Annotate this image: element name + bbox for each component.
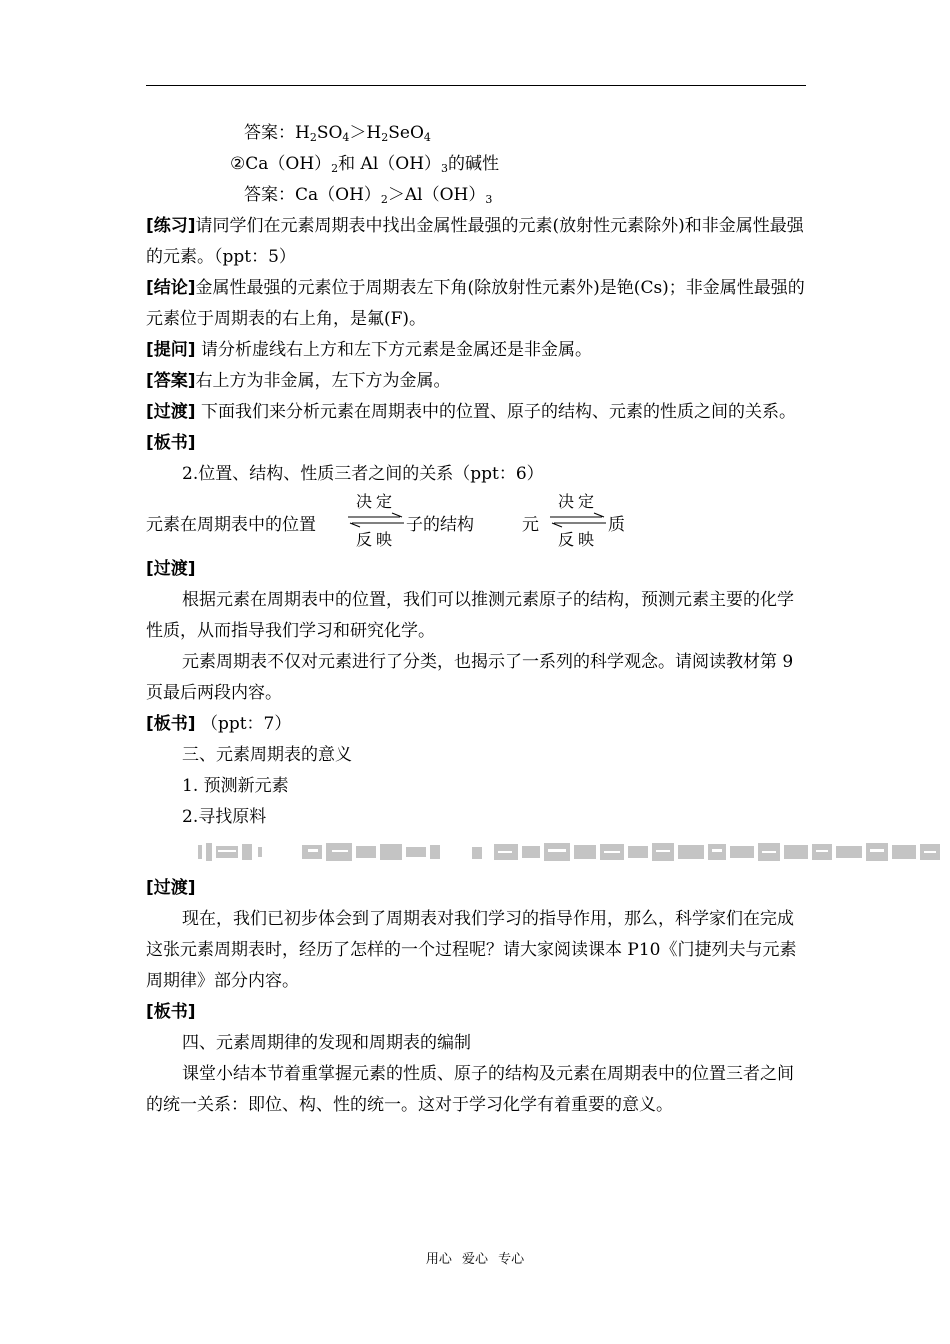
relation-right-tail: 质 <box>608 515 625 535</box>
section-text: 下面我们来分析元素在周期表中的位置、原子的结构、元素的性质之间的关系。 <box>195 402 796 422</box>
transition-2-para-2: 元素周期表不仅对元素进行了分类，也揭示了一系列的科学观念。请阅读教材第 9 页最后两段内容。 <box>146 652 794 703</box>
transition-3-para: 现在，我们已初步体会到了周期表对我们学习的指导作用，那么，科学家们在完成这张元素周期表时，经历了怎样的一个过程呢？请大家阅读课本 P10《门捷列夫与元素周期律》部分内容。 <box>146 909 797 991</box>
relation-arrow-1 <box>346 490 406 554</box>
board-2-line: [板书] （ppt：7） <box>146 714 292 734</box>
board-3-heading: 四、元素周期律的发现和周期表的编制 <box>182 1033 471 1053</box>
section-text: 请同学们在元素周期表中找出金属性最强的元素(放射性元素除外)和非金属性最强的元素。（ppt：5） <box>146 216 804 267</box>
section-answer <box>146 366 808 397</box>
board-2-item-1: 1. 预测新元素 <box>182 776 289 796</box>
board-3-line <box>146 997 808 1028</box>
section-text: 金属性最强的元素位于周期表左下角(除放射性元素外)是铯(Cs)；非金属性最强的元素位于周期表的右上角，是氟(F)。 <box>146 278 805 329</box>
section-text: 请分析虚线右上方和左下方元素是金属还是非金属。 <box>195 340 592 360</box>
answer-line-2: 答案：$Ca(OH)_2>Al(OH)_3$ <box>244 185 493 206</box>
section-question <box>146 335 808 366</box>
relation-heading: 2.位置、结构、性质三者之间的关系（ppt：6） <box>182 464 544 484</box>
board-3-summary: 课堂小结本节着重掌握元素的性质、原子的结构及元素在周期表中的位置三者之间的统一关系：即位、构、性的统一。这对于学习化学有着重要的意义。 <box>146 1064 794 1115</box>
answer-line-1: 答案：$H_2SO_4>H_2SeO_4$ <box>244 123 431 144</box>
section-tag: [结论] <box>146 278 196 298</box>
scan-artifact-image <box>198 841 950 863</box>
transition-3-tag-line <box>146 873 808 904</box>
arrow-bottom-label: 反映 <box>355 530 396 549</box>
section-transition <box>146 397 808 428</box>
section-board <box>146 428 808 459</box>
section-tag: [板书] <box>146 1002 196 1022</box>
section-tag: [练习] <box>146 216 196 236</box>
relation-left-text: 元素在周期表中的位置 <box>146 515 316 535</box>
arrow-top-label: 决定 <box>355 492 396 511</box>
header-rule <box>146 85 806 86</box>
arrow-top-label: 决定 <box>557 492 598 511</box>
section-practice <box>146 211 808 273</box>
section-conclusion <box>146 273 808 335</box>
arrow-bottom-label: 反映 <box>557 530 598 549</box>
relation-diagram <box>146 490 808 554</box>
section-tag: [过渡] <box>146 878 196 898</box>
board-2-heading: 三、元素周期表的意义 <box>182 745 352 765</box>
document-body <box>146 118 808 1121</box>
section-tag: [答案] <box>146 371 196 391</box>
question-line-2: $②Ca(OH)_2$和 $Al(OH)_3$的碱性 <box>230 154 500 175</box>
section-tag: [板书] <box>146 714 196 734</box>
answer-label: 答案： <box>244 185 295 205</box>
section-tag: [提问] <box>146 340 196 360</box>
answer-label: 答案： <box>244 123 295 143</box>
section-tag: [过渡] <box>146 559 196 579</box>
section-tag: [过渡] <box>146 402 196 422</box>
section-tag: [板书] <box>146 433 196 453</box>
board-2-item-2: 2.寻找原料 <box>182 807 267 827</box>
relation-arrow-2 <box>548 490 608 554</box>
double-arrow-icon <box>548 512 608 528</box>
garbled-text-strip <box>146 839 808 865</box>
page-footer: 用心 爱心 专心 <box>425 1252 525 1267</box>
transition-2-para-1: 根据元素在周期表中的位置，我们可以推测元素原子的结构，预测元素主要的化学性质，从而指导我们学习和研究化学。 <box>146 590 794 641</box>
relation-mid-text: 子的结构 <box>406 515 474 535</box>
section-text: 右上方为非金属，左下方为金属。 <box>195 371 451 391</box>
transition-2-tag-line <box>146 554 808 585</box>
double-arrow-icon <box>346 512 406 528</box>
relation-right-text: 元 <box>522 515 539 535</box>
